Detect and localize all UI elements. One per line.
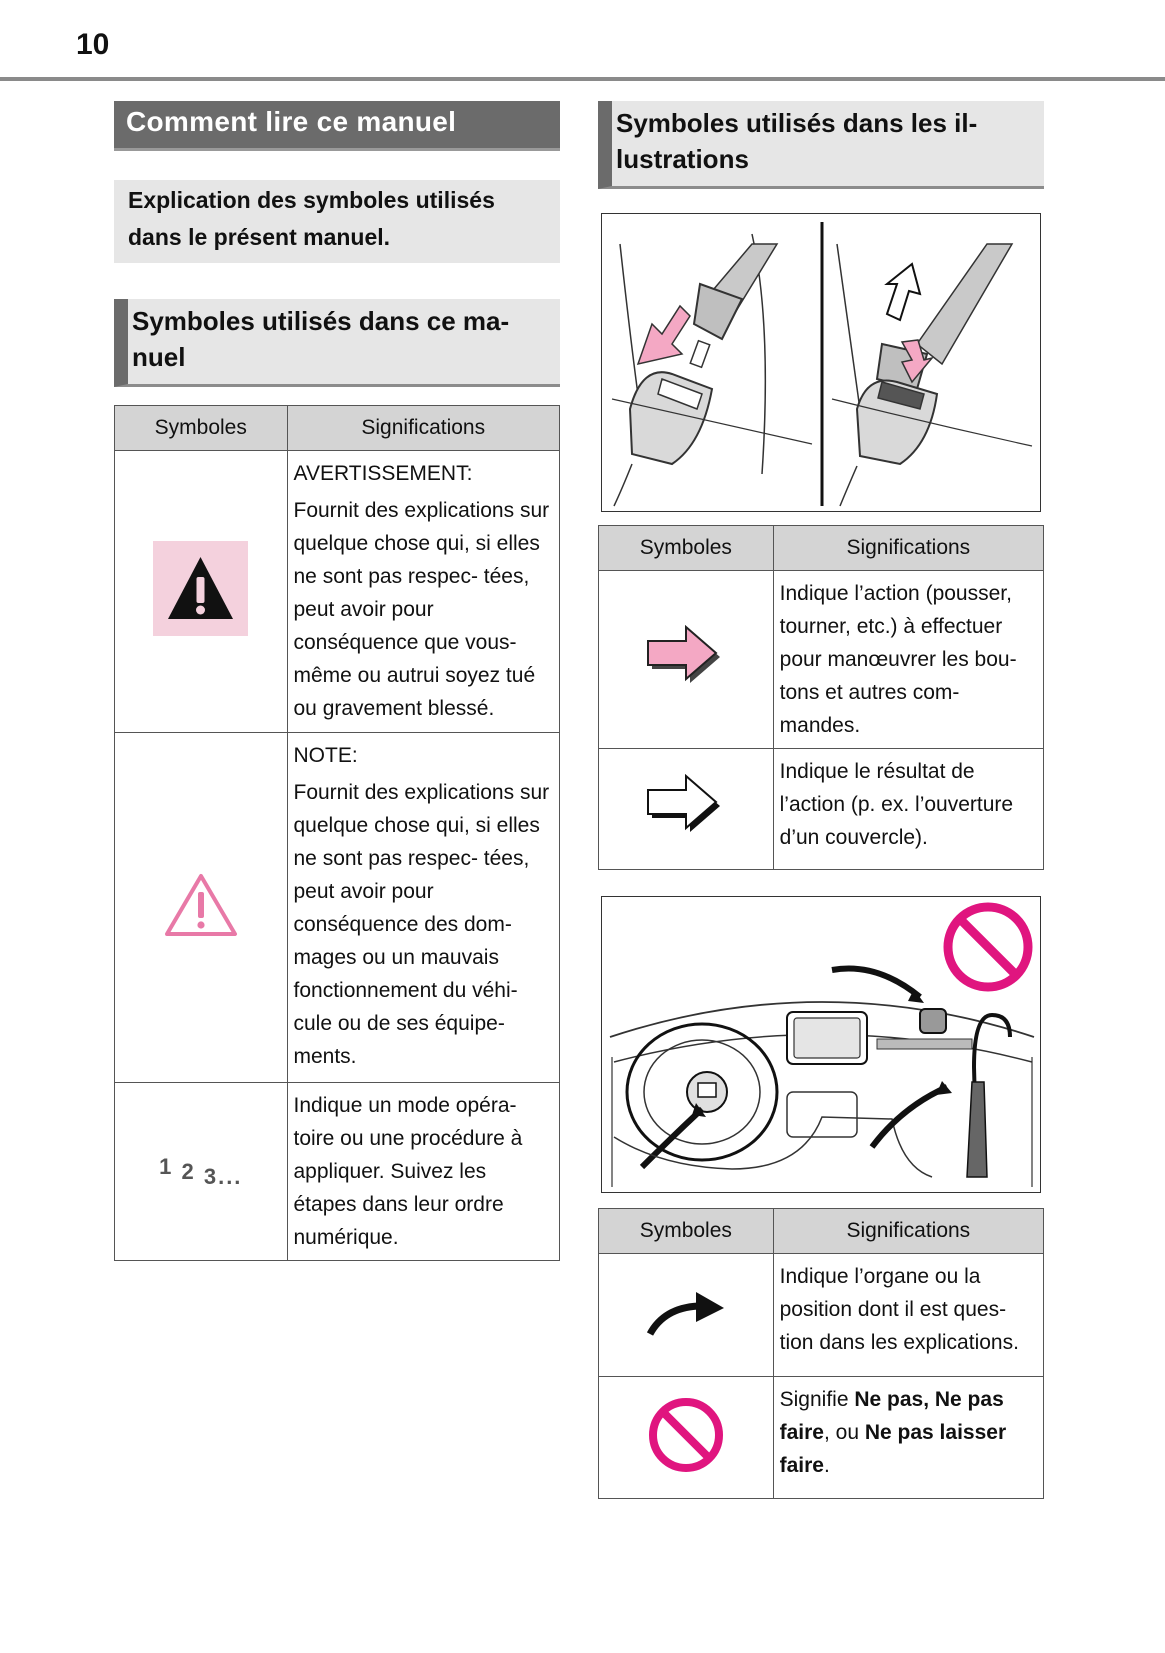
curved-arrow-text: Indique l’organe ou la position dont il est ques- tion dans les explications. (779, 1265, 1019, 1354)
table-row (115, 451, 560, 733)
table-row (115, 733, 560, 1083)
page-number: 10 (76, 28, 110, 61)
result-arrow-text: Indique le résultat de l’action (p. ex. l’ouverture d’un couvercle). (779, 760, 1014, 849)
table-row (599, 1254, 1044, 1377)
action-arrow-text: Indique l’action (pousser, tourner, etc.) à effectuer pour manœuvrer les bou- tons et autres com- mandes. (779, 582, 1017, 737)
steps-text: Indique un mode opéra- toire ou une procédure à appliquer. Suivez les étapes dans leur ordre numérique. (293, 1094, 523, 1249)
curved-arrow-icon (644, 1320, 728, 1343)
header-meanings: Significations (773, 526, 1043, 571)
table-row (599, 749, 1044, 870)
prohibition-text: Signifie Ne pas, Ne pas faire, ou Ne pas laisser faire. (779, 1388, 1007, 1477)
note-heading: NOTE: (293, 744, 358, 767)
warning-outline-icon (163, 920, 239, 943)
seatbelt-illustration (601, 213, 1041, 512)
header-symbols: Symboles (599, 1209, 774, 1254)
table-row (599, 571, 1044, 749)
warning-heading: AVERTISSEMENT: (293, 462, 473, 485)
symbols-manual-title: Symboles utilisés dans ce ma- nuel (114, 299, 560, 387)
prohibition-icon (646, 1457, 726, 1480)
steps-icon: 1 2 3... (159, 1153, 243, 1189)
illustration-symbols-table-1 (598, 525, 1044, 870)
warning-text: Fournit des explications sur quelque chose qui, si elles ne sont pas respec- tées, peut avoir pour conséquence que vous- même ou autrui soyez tué ou gravement blessé. (293, 499, 550, 720)
header-meanings: Significations (773, 1209, 1043, 1254)
header-symbols: Symboles (115, 406, 288, 451)
manual-symbols-table (114, 405, 560, 1261)
note-text: Fournit des explications sur quelque chose qui, si elles ne sont pas respec- tées, peut avoir pour conséquence des dom- mages ou un mauvais fonctionnement du véhi- cule ou de ses équipe- ments. (293, 781, 550, 1068)
header-symbols: Symboles (599, 526, 774, 571)
outline-arrow-icon (646, 820, 726, 843)
table-row (599, 1377, 1044, 1499)
top-rule (0, 77, 1165, 81)
section-title: Comment lire ce manuel (114, 101, 560, 151)
symbols-illustrations-title: Symboles utilisés dans les il- lustrations (598, 101, 1044, 189)
warning-filled-icon (153, 541, 248, 636)
illustration-symbols-table-2 (598, 1208, 1044, 1499)
header-meanings: Significations (287, 406, 560, 451)
pink-arrow-icon (646, 671, 726, 694)
table-row (115, 1083, 560, 1261)
dashboard-illustration (601, 896, 1041, 1193)
subtitle-box: Explication des symboles utilisés dans le présent manuel. (114, 180, 560, 263)
